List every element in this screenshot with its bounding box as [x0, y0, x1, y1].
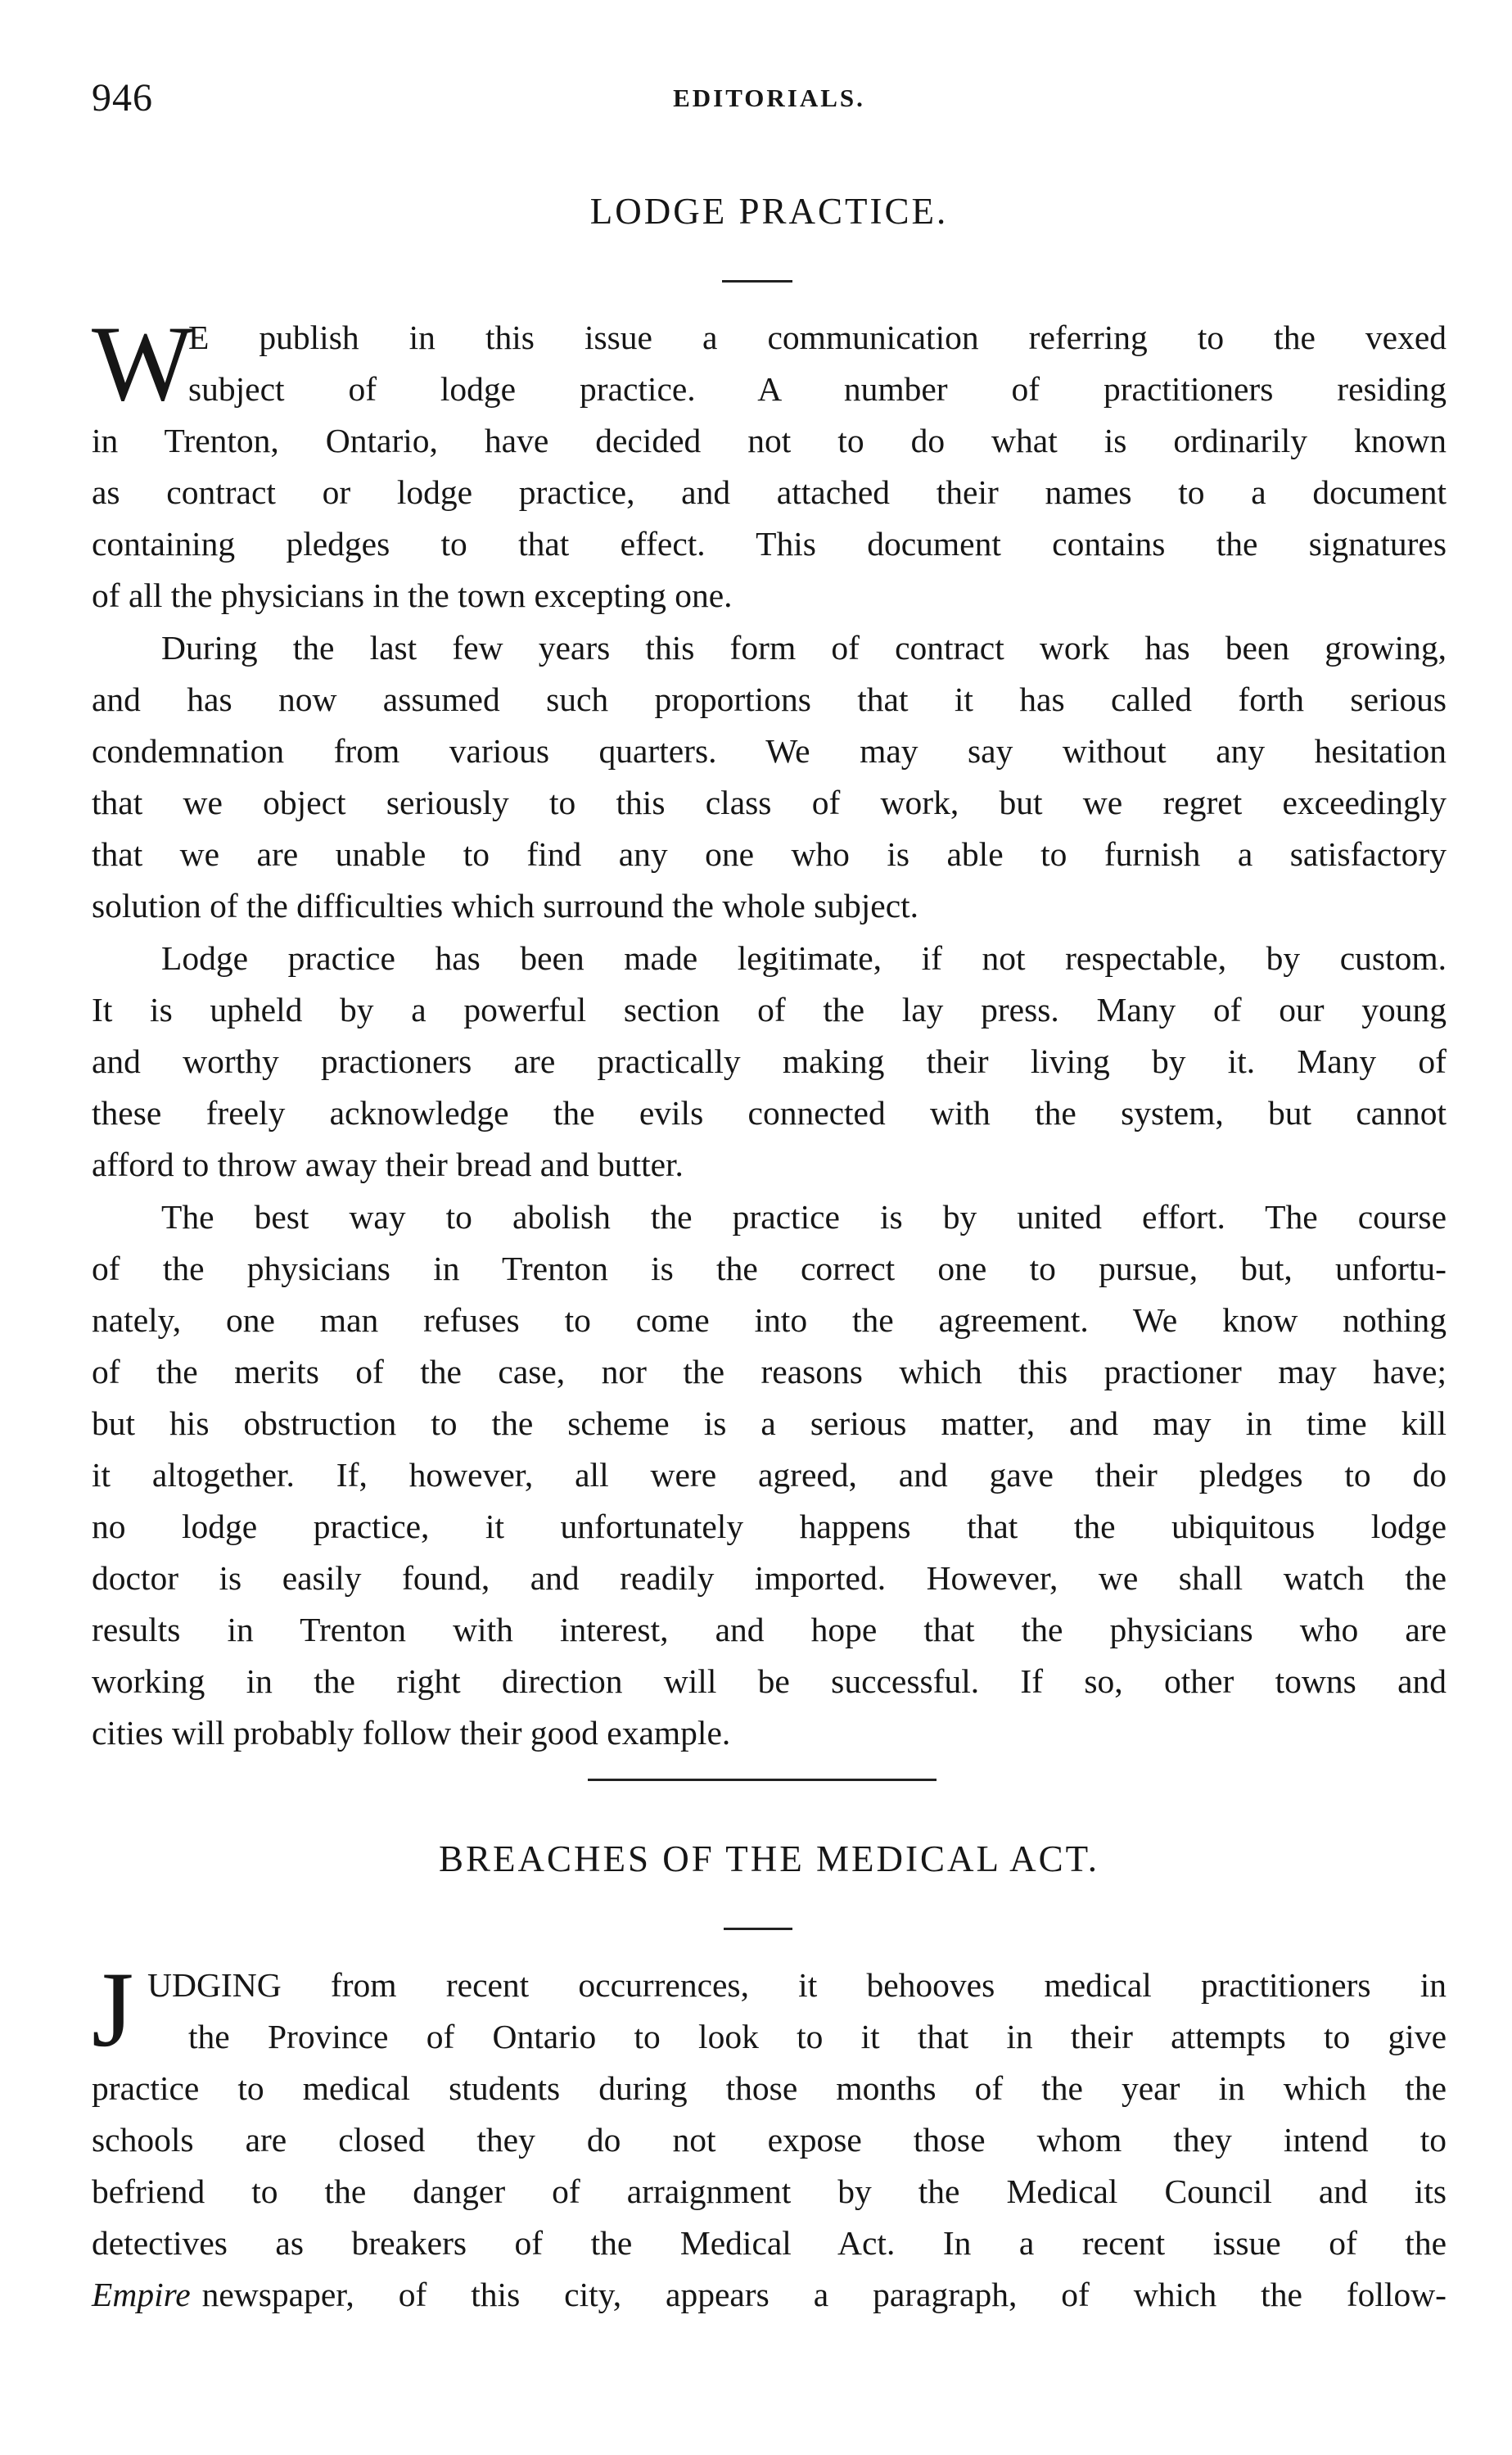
- paragraph-start: Lodge practice has been made legitimate, if not respectable, by custom.: [161, 939, 1447, 977]
- text-line: It is upheld by a powerful section of the lay press. Many of our young: [92, 991, 1447, 1029]
- text-line: of the merits of the case, nor the reasons which this practioner may have;: [92, 1353, 1447, 1390]
- text-line: doctor is easily found, and readily imported. However, we shall watch the: [92, 1559, 1447, 1597]
- text-line: nately, one man refuses to come into the agreement. We know nothing: [92, 1301, 1447, 1339]
- text-line: [92, 2268, 1447, 2321]
- text-line-remainder: newspaper, of this city, appears a paragraph, of which the follow-: [201, 2276, 1447, 2313]
- text-line: cities will probably follow their good example.: [92, 1714, 731, 1752]
- text-line: in Trenton, Ontario, have decided not to do what is ordinarily known: [92, 422, 1447, 459]
- text-line: schools are closed they do not expose those whom they intend to: [92, 2121, 1447, 2159]
- article-title-breaches-medical-act: BREACHES OF THE MEDICAL ACT.: [439, 1838, 1099, 1879]
- text-line: and has now assumed such proportions that it has called forth serious: [92, 680, 1447, 718]
- text-line: practice to medical students during those months of the year in which the: [92, 2069, 1447, 2107]
- page-header: [92, 75, 1447, 124]
- text-line: it altogether. If, however, all were agreed, and gave their pledges to do: [92, 1456, 1447, 1494]
- italic-newspaper-name: Empire: [92, 2276, 191, 2313]
- title-rule: [724, 1928, 792, 1930]
- text-line: that we object seriously to this class of work, but we regret exceedingly: [92, 784, 1447, 821]
- title-rule: [722, 280, 792, 283]
- text-line: and worthy practioners are practically making their living by it. Many of: [92, 1042, 1447, 1080]
- page-number: 946: [92, 76, 153, 120]
- article-title-lodge-practice: LODGE PRACTICE.: [589, 191, 949, 232]
- section-divider: [588, 1779, 937, 1781]
- text-line: detectives as breakers of the Medical Act. In a recent issue of the: [92, 2224, 1447, 2262]
- running-head: EDITORIALS.: [673, 84, 865, 112]
- text-line: as contract or lodge practice, and attached their names to a document: [92, 473, 1447, 511]
- text-line: no lodge practice, it unfortunately happens that the ubiquitous lodge: [92, 1508, 1447, 1545]
- paragraph-start: The best way to abolish the practice is by united effort. The course: [161, 1198, 1447, 1236]
- text-line: results in Trenton with interest, and hope that the physicians who are: [92, 1611, 1447, 1648]
- text-line: the Province of Ontario to look to it that in their attempts to give: [188, 2018, 1447, 2055]
- drop-cap: J: [92, 1949, 134, 2069]
- text-line: of the physicians in Trenton is the correct one to pursue, but, unfortu-: [92, 1250, 1447, 1287]
- text-line: solution of the difficulties which surround the whole subject.: [92, 887, 919, 925]
- text-line: but his obstruction to the scheme is a serious matter, and may in time kill: [92, 1404, 1447, 1442]
- text-line: containing pledges to that effect. This document contains the signatures: [92, 525, 1447, 563]
- text-line: E publish in this issue a communication referring to the vexed: [188, 319, 1447, 356]
- text-line: of all the physicians in the town excepting one.: [92, 576, 733, 614]
- paragraph-start: During the last few years this form of contract work has been growing,: [161, 629, 1447, 667]
- text-line: that we are unable to find any one who is able to furnish a satisfactory: [92, 835, 1447, 873]
- text-line: befriend to the danger of arraignment by the Medical Council and its: [92, 2172, 1447, 2210]
- text-line: UDGING from recent occurrences, it behooves medical practitioners in: [147, 1966, 1447, 2004]
- text-line: working in the right direction will be successful. If so, other towns and: [92, 1662, 1447, 1700]
- text-line: condemnation from various quarters. We may say without any hesitation: [92, 732, 1447, 770]
- text-line: afford to throw away their bread and butter.: [92, 1146, 684, 1183]
- text-line: these freely acknowledge the evils connected with the system, but cannot: [92, 1094, 1447, 1132]
- text-line: subject of lodge practice. A number of practitioners residing: [188, 370, 1447, 408]
- drop-cap: W: [92, 303, 194, 423]
